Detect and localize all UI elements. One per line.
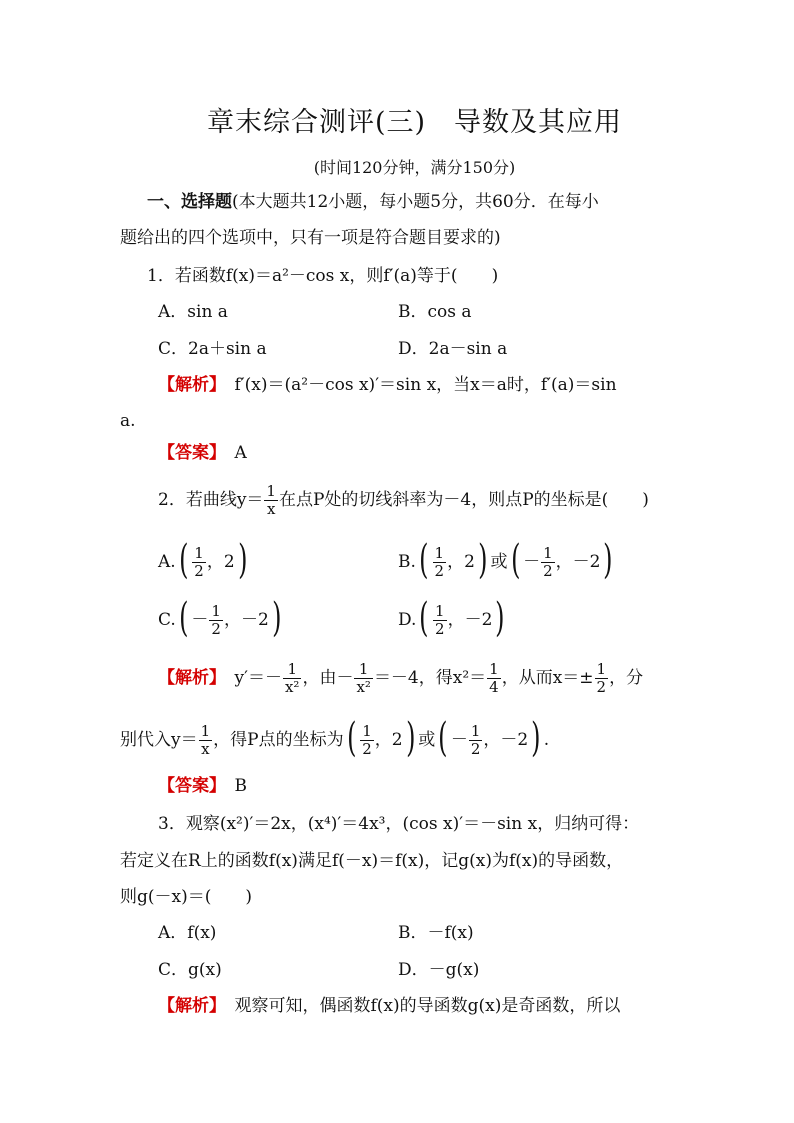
q2-analysis-part: ，从而x＝± xyxy=(501,668,594,688)
comma: ， xyxy=(223,610,241,630)
numerator: 1 xyxy=(596,660,607,678)
q2-analysis-part: ，分 xyxy=(609,668,644,688)
fraction-1-over-x xyxy=(199,724,213,757)
q2-option-a xyxy=(158,538,250,586)
comma: ， xyxy=(555,552,573,572)
section-intro-line1 xyxy=(147,190,599,214)
denominator: 2 xyxy=(194,562,204,580)
q1-option-d: D．2a－sin a xyxy=(398,339,508,359)
comma: ， xyxy=(483,730,501,750)
denominator: x² xyxy=(284,678,300,696)
denominator: x² xyxy=(356,678,371,696)
numerator: 1 xyxy=(470,722,481,740)
section-desc-1: (本大题共12小题，每小题5分，共60分．在每小 xyxy=(232,192,599,212)
coord-y: －2 xyxy=(240,610,269,630)
analysis-label: 【解析】 xyxy=(158,996,218,1016)
denominator: 2 xyxy=(596,678,607,696)
or-word: 或 xyxy=(418,730,436,750)
q1-answer: A xyxy=(234,443,247,463)
numerator: 1 xyxy=(435,602,445,620)
numerator: 1 xyxy=(194,544,204,562)
paren-right: ) xyxy=(237,536,248,583)
page-title: 章末综合测评(三) 导数及其应用 xyxy=(206,107,623,138)
section-heading: 一、选择题 xyxy=(147,192,232,212)
denominator: 2 xyxy=(434,562,445,580)
q3-stem-line1: 3．观察(x²)′＝2x，(x⁴)′＝4x³，(cos x)′＝－sin x，归纳可得： xyxy=(158,814,640,834)
denominator: 4 xyxy=(489,678,499,696)
fraction-one-half xyxy=(209,604,223,637)
paren-left: ( xyxy=(178,594,189,641)
q1-option-c: C．2a＋sin a xyxy=(158,339,267,359)
q3-option-d: D．－g(x) xyxy=(398,960,480,980)
option-letter: C. xyxy=(158,610,176,630)
paren-left: ( xyxy=(178,536,189,583)
option-letter: B. xyxy=(398,552,416,572)
q2-analysis-part: ，由－ xyxy=(302,668,354,688)
numerator: 1 xyxy=(354,662,372,679)
denominator: x xyxy=(266,500,276,518)
paren-left: ( xyxy=(419,536,429,583)
paren-right: ) xyxy=(478,536,488,583)
period: . xyxy=(543,730,550,750)
q1-analysis-line1 xyxy=(158,373,617,397)
paren-right: ) xyxy=(495,594,505,641)
minus-sign: － xyxy=(191,610,209,630)
q2-option-d xyxy=(398,596,508,644)
q3-stem-line3: 则g(－x)＝( ) xyxy=(120,887,252,907)
paren-right: ) xyxy=(405,714,416,761)
q3-stem-line2: 若定义在R上的函数f(x)满足f(－x)＝f(x)，记g(x)为f(x)的导函数， xyxy=(120,851,624,871)
paren-left: ( xyxy=(438,714,448,761)
answer-label: 【答案】 xyxy=(158,443,218,463)
denominator: x xyxy=(201,740,210,758)
q2-analysis-line1 xyxy=(158,656,643,700)
comma: ， xyxy=(374,730,392,750)
fraction-1-over-x2 xyxy=(283,662,301,695)
q1-stem: 1．若函数f(x)＝a²－cos x，则f′(a)等于( ) xyxy=(147,266,499,286)
q3-option-c: C．g(x) xyxy=(158,960,222,980)
q2-analysis-part: ＝－4，得x²＝ xyxy=(373,668,487,688)
q2-option-b xyxy=(398,538,616,586)
analysis-label: 【解析】 xyxy=(158,375,218,395)
minus-sign: － xyxy=(523,552,541,572)
q3-option-a: A．f(x) xyxy=(158,923,217,943)
coord-y: 2 xyxy=(223,552,235,572)
denominator: 2 xyxy=(543,562,553,580)
paren-left: ( xyxy=(419,594,429,641)
paren-left: ( xyxy=(346,714,357,761)
or-word: 或 xyxy=(490,552,508,572)
coord-y: 2 xyxy=(464,552,475,572)
analysis-label: 【解析】 xyxy=(158,668,218,688)
q2-stem-pre: 2．若曲线y＝ xyxy=(158,490,264,510)
paren-right: ) xyxy=(603,536,613,583)
denominator: 2 xyxy=(362,740,372,758)
paren-right: ) xyxy=(271,594,282,641)
numerator: 1 xyxy=(543,544,553,562)
numerator: 1 xyxy=(211,602,221,620)
q1-option-a: A．sin a xyxy=(158,302,228,322)
q1-option-b: B．cos a xyxy=(398,302,472,322)
fraction-1-over-x2 xyxy=(354,662,372,695)
coord-y: 2 xyxy=(391,730,403,750)
fraction-one-half xyxy=(360,724,374,757)
q3-analysis-text: 观察可知，偶函数f(x)的导函数g(x)是奇函数，所以 xyxy=(234,996,621,1016)
option-letter: D. xyxy=(398,610,417,630)
fraction-one-half xyxy=(192,546,206,579)
fraction-one-half xyxy=(433,546,447,579)
q2-analysis-part: y′＝－ xyxy=(234,668,282,688)
numerator: 1 xyxy=(362,722,372,740)
answer-label: 【答案】 xyxy=(158,776,218,796)
fraction-1-over-x xyxy=(264,484,278,517)
q3-analysis-line1 xyxy=(158,994,620,1018)
q1-answer-line xyxy=(158,441,247,465)
numerator: 1 xyxy=(283,662,301,679)
paren-right: ) xyxy=(531,714,541,761)
q2-analysis-part: 别代入y＝ xyxy=(120,730,198,750)
minus-sign: － xyxy=(450,730,468,750)
numerator: 1 xyxy=(266,482,276,500)
q2-analysis-part: ，得P点的坐标为 xyxy=(213,730,344,750)
q1-analysis-text: f′(x)＝(a²－cos x)′＝sin x，当x＝a时，f′(a)＝sin xyxy=(234,375,617,395)
option-letter: A. xyxy=(158,552,176,572)
numerator: 1 xyxy=(200,722,211,740)
paren-left: ( xyxy=(510,536,520,583)
denominator: 2 xyxy=(435,620,445,638)
numerator: 1 xyxy=(434,544,445,562)
comma: ， xyxy=(447,552,465,572)
coord-y: －2 xyxy=(572,552,601,572)
q3-option-b: B．－f(x) xyxy=(398,923,474,943)
q2-answer-line xyxy=(158,774,247,798)
q2-stem xyxy=(158,478,649,522)
fraction-one-half xyxy=(595,662,609,695)
fraction-one-half xyxy=(433,604,447,637)
fraction-one-half xyxy=(469,724,483,757)
coord-y: －2 xyxy=(500,730,529,750)
q2-option-c xyxy=(158,596,284,644)
q2-analysis-line2 xyxy=(120,716,549,764)
comma: ， xyxy=(447,610,465,630)
page-subtitle: (时间120分钟，满分150分) xyxy=(313,158,516,177)
coord-y: －2 xyxy=(464,610,493,630)
numerator: 1 xyxy=(489,660,499,678)
fraction-one-quarter xyxy=(487,662,501,695)
fraction-one-half xyxy=(541,546,555,579)
denominator: 2 xyxy=(470,740,481,758)
q2-answer: B xyxy=(234,776,247,796)
q1-analysis-line2: a. xyxy=(120,411,136,431)
q2-stem-post: 在点P处的切线斜率为－4，则点P的坐标是( ) xyxy=(278,490,649,510)
section-desc-2: 题给出的四个选项中，只有一项是符合题目要求的) xyxy=(120,228,501,248)
denominator: 2 xyxy=(211,620,221,638)
comma: ， xyxy=(206,552,224,572)
